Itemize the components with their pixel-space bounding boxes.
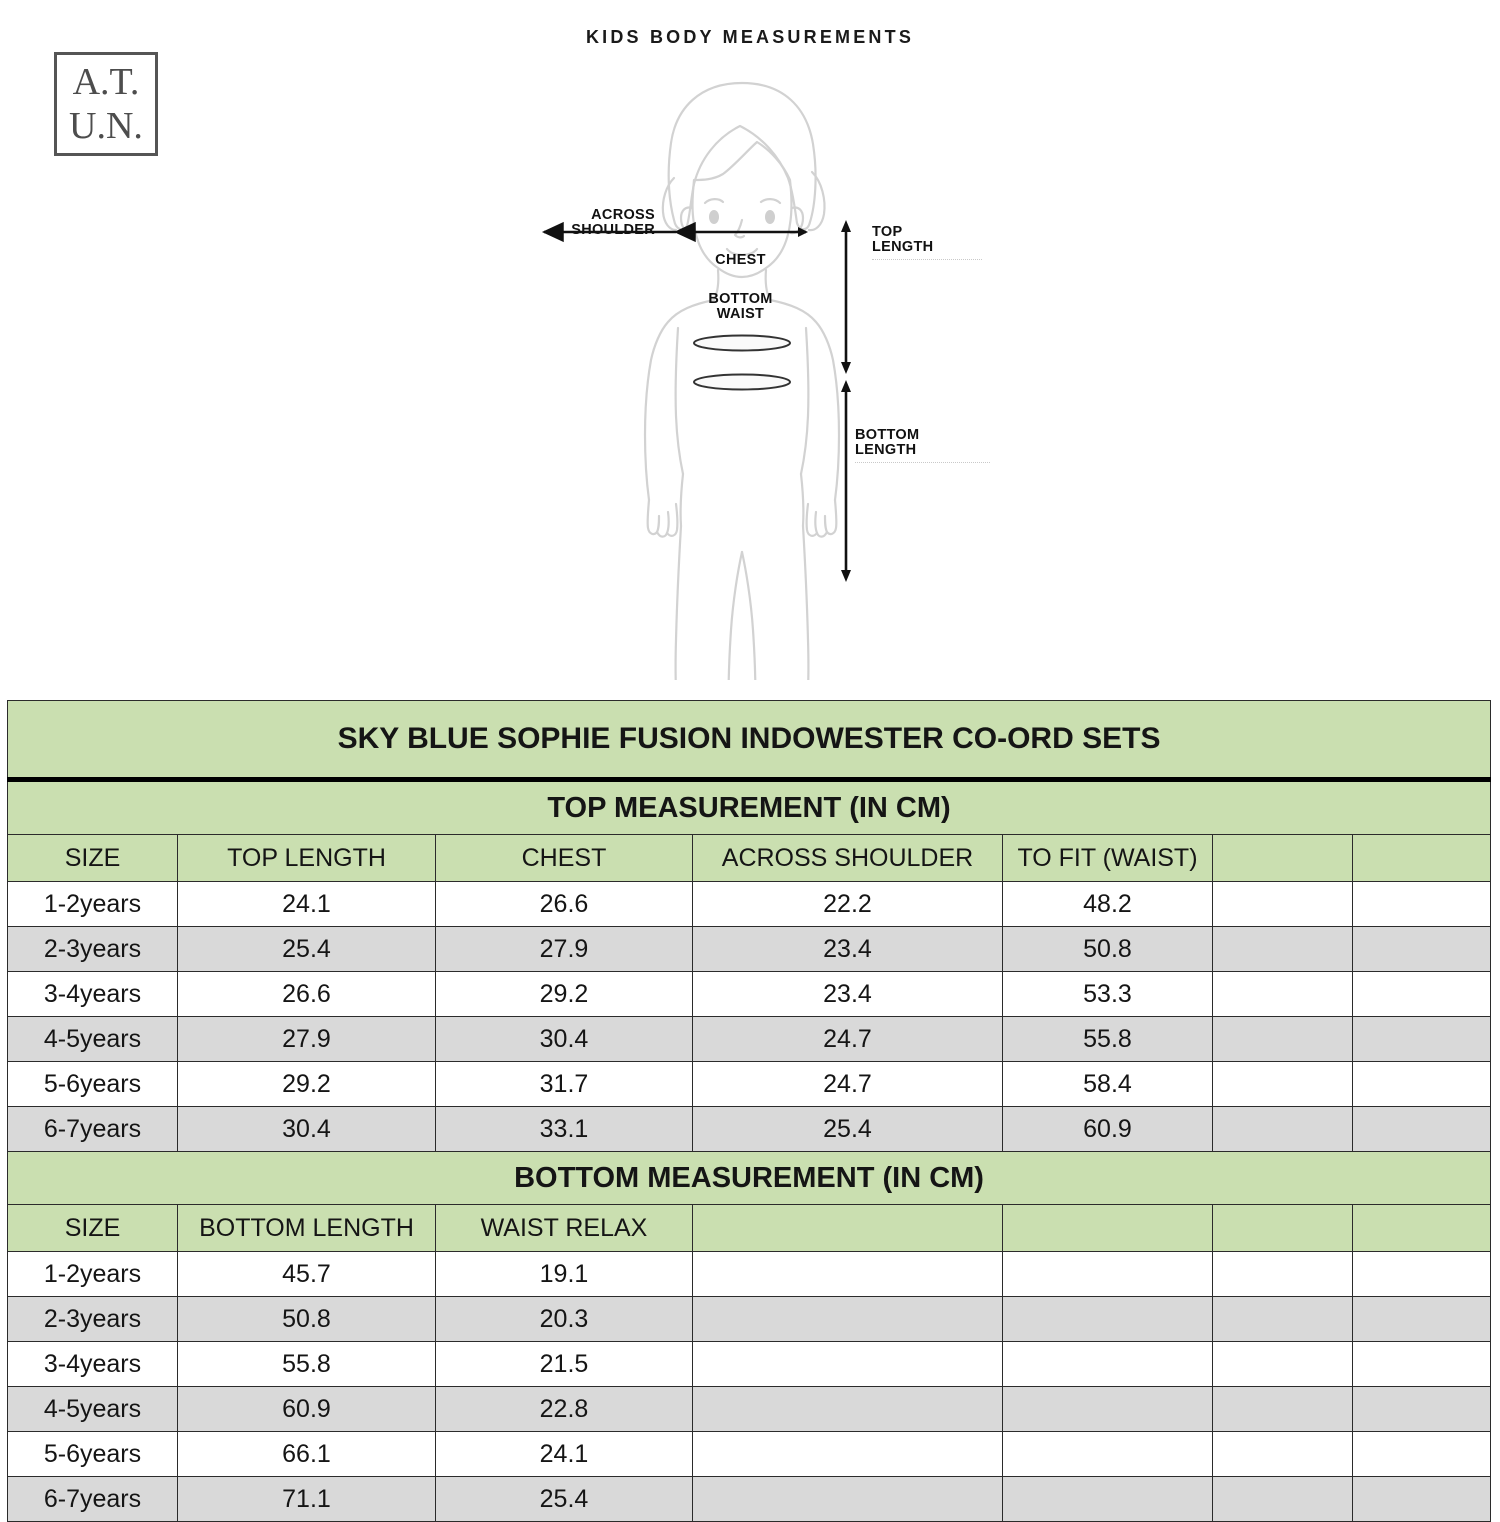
top-measurement-cell-r5-c0: 6-7years — [8, 1107, 178, 1152]
label-top-length-line2: LENGTH — [872, 239, 934, 255]
bottom-measurement-cell-r3-c0: 4-5years — [8, 1387, 178, 1432]
logo-line-2: U.N. — [69, 105, 143, 147]
top-measurement-header-cell-2: CHEST — [436, 835, 693, 882]
top-measurement-cell-r3-c3: 24.7 — [693, 1017, 1003, 1062]
bottom-measurement-header-cell-5 — [1213, 1205, 1353, 1252]
top-measurement-header-cell-6 — [1353, 835, 1491, 882]
label-bottom-waist-line1: BOTTOM — [708, 291, 773, 307]
top-measurement-header-cell-5 — [1213, 835, 1353, 882]
top-measurement-cell-r5-c2: 33.1 — [436, 1107, 693, 1152]
product-title-row — [8, 701, 1491, 780]
top-measurement-cell-r5-c3: 25.4 — [693, 1107, 1003, 1152]
top-measurement-cell-r2-c1: 26.6 — [178, 972, 436, 1017]
body-measurement-diagram — [0, 60, 1500, 680]
top-measurement-cell-r2-c3: 23.4 — [693, 972, 1003, 1017]
top-measurement-cell-r4-c0: 5-6years — [8, 1062, 178, 1107]
waist-band — [694, 375, 790, 390]
top-measurement-cell-r0-c1: 24.1 — [178, 882, 436, 927]
top-measurement-cell-r1-c4: 50.8 — [1003, 927, 1213, 972]
table-row — [8, 1387, 1491, 1432]
table-row — [8, 1062, 1491, 1107]
top-measurement-cell-r0-c5 — [1213, 882, 1353, 927]
label-underline-dots — [855, 462, 990, 463]
bottom-measurement-cell-r0-c2: 19.1 — [436, 1252, 693, 1297]
top-measurement-cell-r4-c4: 58.4 — [1003, 1062, 1213, 1107]
chest-band — [694, 336, 790, 351]
table-row — [8, 1107, 1491, 1152]
bottom-measurement-cell-r0-c5 — [1213, 1252, 1353, 1297]
table-row — [8, 927, 1491, 972]
bottom-measurement-header-cell-4 — [1003, 1205, 1213, 1252]
top-measurement-cell-r5-c1: 30.4 — [178, 1107, 436, 1152]
table-row — [8, 882, 1491, 927]
top-measurement-cell-r3-c4: 55.8 — [1003, 1017, 1213, 1062]
top-measurement-header-cell-3: ACROSS SHOULDER — [693, 835, 1003, 882]
top-measurement-cell-r0-c6 — [1353, 882, 1491, 927]
bottom-measurement-cell-r1-c2: 20.3 — [436, 1297, 693, 1342]
table-row — [8, 972, 1491, 1017]
top-measurement-header-row — [8, 835, 1491, 882]
label-bottom-length-line2: LENGTH — [855, 442, 917, 458]
top-measurement-cell-r3-c6 — [1353, 1017, 1491, 1062]
table-row — [8, 1017, 1491, 1062]
bottom-measurement-cell-r3-c6 — [1353, 1387, 1491, 1432]
label-bottom-waist-line2: WAIST — [716, 306, 765, 322]
top-measurement-cell-r5-c5 — [1213, 1107, 1353, 1152]
page-title: KIDS BODY MEASUREMENTS — [585, 27, 915, 47]
bottom-measurement-cell-r0-c1: 45.7 — [178, 1252, 436, 1297]
label-chest-text: CHEST — [715, 252, 766, 268]
table-row — [8, 1477, 1491, 1522]
bottom-measurement-cell-r5-c5 — [1213, 1477, 1353, 1522]
top-measurement-header-cell-4: TO FIT (WAIST) — [1003, 835, 1213, 882]
bottom-measurement-cell-r5-c6 — [1353, 1477, 1491, 1522]
label-bottom-waist — [688, 292, 793, 322]
bottom-measurement-cell-r0-c6 — [1353, 1252, 1491, 1297]
bottom-measurement-banner-row — [8, 1152, 1491, 1205]
bottom-measurement-cell-r4-c5 — [1213, 1432, 1353, 1477]
bottom-measurement-cell-r1-c3 — [693, 1297, 1003, 1342]
bottom-measurement-header-cell-2: WAIST RELAX — [436, 1205, 693, 1252]
top-measurement-cell-r2-c0: 3-4years — [8, 972, 178, 1017]
table-row — [8, 1297, 1491, 1342]
bottom-measurement-cell-r3-c4 — [1003, 1387, 1213, 1432]
bottom-measurement-cell-r4-c4 — [1003, 1432, 1213, 1477]
top-measurement-cell-r5-c4: 60.9 — [1003, 1107, 1213, 1152]
table-row — [8, 1252, 1491, 1297]
bottom-measurement-cell-r4-c3 — [693, 1432, 1003, 1477]
top-measurement-cell-r3-c1: 27.9 — [178, 1017, 436, 1062]
bottom-measurement-cell-r1-c5 — [1213, 1297, 1353, 1342]
table-row — [8, 1342, 1491, 1387]
bottom-measurement-cell-r3-c2: 22.8 — [436, 1387, 693, 1432]
label-top-length-line1: TOP — [872, 224, 903, 240]
bottom-measurement-cell-r2-c6 — [1353, 1342, 1491, 1387]
top-measurement-cell-r1-c5 — [1213, 927, 1353, 972]
size-chart-table — [7, 700, 1491, 1522]
bottom-measurement-cell-r3-c5 — [1213, 1387, 1353, 1432]
top-measurement-cell-r0-c2: 26.6 — [436, 882, 693, 927]
top-measurement-cell-r5-c6 — [1353, 1107, 1491, 1152]
top-measurement-cell-r1-c3: 23.4 — [693, 927, 1003, 972]
bottom-measurement-cell-r2-c5 — [1213, 1342, 1353, 1387]
bottom-measurement-cell-r4-c0: 5-6years — [8, 1432, 178, 1477]
label-bottom-length — [855, 428, 990, 463]
top-measurement-cell-r4-c3: 24.7 — [693, 1062, 1003, 1107]
label-underline-dots — [872, 259, 982, 260]
top-measurement-cell-r0-c0: 1-2years — [8, 882, 178, 927]
bottom-measurement-cell-r1-c0: 2-3years — [8, 1297, 178, 1342]
bottom-measurement-cell-r4-c2: 24.1 — [436, 1432, 693, 1477]
bottom-measurement-cell-r0-c3 — [693, 1252, 1003, 1297]
bottom-measurement-cell-r5-c1: 71.1 — [178, 1477, 436, 1522]
bottom-measurement-cell-r4-c1: 66.1 — [178, 1432, 436, 1477]
label-across-shoulder-line2: SHOULDER — [571, 222, 655, 238]
bottom-measurement-cell-r1-c1: 50.8 — [178, 1297, 436, 1342]
bottom-measurement-cell-r3-c3 — [693, 1387, 1003, 1432]
top-measurement-cell-r2-c6 — [1353, 972, 1491, 1017]
bottom-measurement-header-cell-3 — [693, 1205, 1003, 1252]
bottom-measurement-cell-r2-c1: 55.8 — [178, 1342, 436, 1387]
label-top-length — [872, 225, 982, 260]
top-measurement-cell-r2-c2: 29.2 — [436, 972, 693, 1017]
bottom-measurement-cell-r3-c1: 60.9 — [178, 1387, 436, 1432]
bottom-measurement-cell-r0-c4 — [1003, 1252, 1213, 1297]
bottom-measurement-header-cell-1: BOTTOM LENGTH — [178, 1205, 436, 1252]
bottom-measurement-header-cell-6 — [1353, 1205, 1491, 1252]
bottom-measurement-header-row — [8, 1205, 1491, 1252]
top-measurement-cell-r4-c6 — [1353, 1062, 1491, 1107]
bottom-measurement-cell-r0-c0: 1-2years — [8, 1252, 178, 1297]
top-measurement-header-cell-1: TOP LENGTH — [178, 835, 436, 882]
top-measurement-cell-r1-c0: 2-3years — [8, 927, 178, 972]
top-measurement-banner-cell: TOP MEASUREMENT (IN CM) — [8, 780, 1491, 835]
bottom-measurement-cell-r2-c4 — [1003, 1342, 1213, 1387]
bottom-measurement-header-cell-0: SIZE — [8, 1205, 178, 1252]
bottom-measurement-cell-r2-c3 — [693, 1342, 1003, 1387]
bottom-measurement-cell-r2-c2: 21.5 — [436, 1342, 693, 1387]
bottom-length-arrow — [841, 380, 851, 582]
top-measurement-header-cell-0: SIZE — [8, 835, 178, 882]
bottom-measurement-cell-r2-c0: 3-4years — [8, 1342, 178, 1387]
bottom-measurement-banner-cell: BOTTOM MEASUREMENT (IN CM) — [8, 1152, 1491, 1205]
top-measurement-cell-r1-c6 — [1353, 927, 1491, 972]
top-measurement-cell-r4-c1: 29.2 — [178, 1062, 436, 1107]
top-measurement-cell-r3-c5 — [1213, 1017, 1353, 1062]
product-title-cell: SKY BLUE SOPHIE FUSION INDOWESTER CO-ORD SETS — [8, 701, 1491, 780]
label-across-shoulder-line1: ACROSS — [591, 207, 655, 223]
label-bottom-length-line1: BOTTOM — [855, 427, 920, 443]
bottom-measurement-cell-r5-c0: 6-7years — [8, 1477, 178, 1522]
bottom-measurement-cell-r5-c2: 25.4 — [436, 1477, 693, 1522]
table-row — [8, 1432, 1491, 1477]
label-across-shoulder — [520, 208, 655, 238]
top-measurement-cell-r1-c1: 25.4 — [178, 927, 436, 972]
top-measurement-cell-r4-c2: 31.7 — [436, 1062, 693, 1107]
top-measurement-cell-r1-c2: 27.9 — [436, 927, 693, 972]
label-chest — [688, 253, 793, 268]
top-measurement-cell-r2-c4: 53.3 — [1003, 972, 1213, 1017]
child-figure-illustration — [0, 60, 1500, 680]
bottom-measurement-cell-r5-c3 — [693, 1477, 1003, 1522]
top-measurement-cell-r0-c3: 22.2 — [693, 882, 1003, 927]
top-length-arrow — [841, 220, 851, 374]
logo-line-1: A.T. — [72, 61, 140, 103]
top-measurement-banner-row — [8, 780, 1491, 835]
bottom-measurement-cell-r1-c6 — [1353, 1297, 1491, 1342]
top-measurement-cell-r2-c5 — [1213, 972, 1353, 1017]
bottom-measurement-cell-r4-c6 — [1353, 1432, 1491, 1477]
top-measurement-cell-r4-c5 — [1213, 1062, 1353, 1107]
top-measurement-cell-r3-c2: 30.4 — [436, 1017, 693, 1062]
bottom-measurement-cell-r5-c4 — [1003, 1477, 1213, 1522]
top-measurement-cell-r0-c4: 48.2 — [1003, 882, 1213, 927]
top-measurement-cell-r3-c0: 4-5years — [8, 1017, 178, 1062]
bottom-measurement-cell-r1-c4 — [1003, 1297, 1213, 1342]
